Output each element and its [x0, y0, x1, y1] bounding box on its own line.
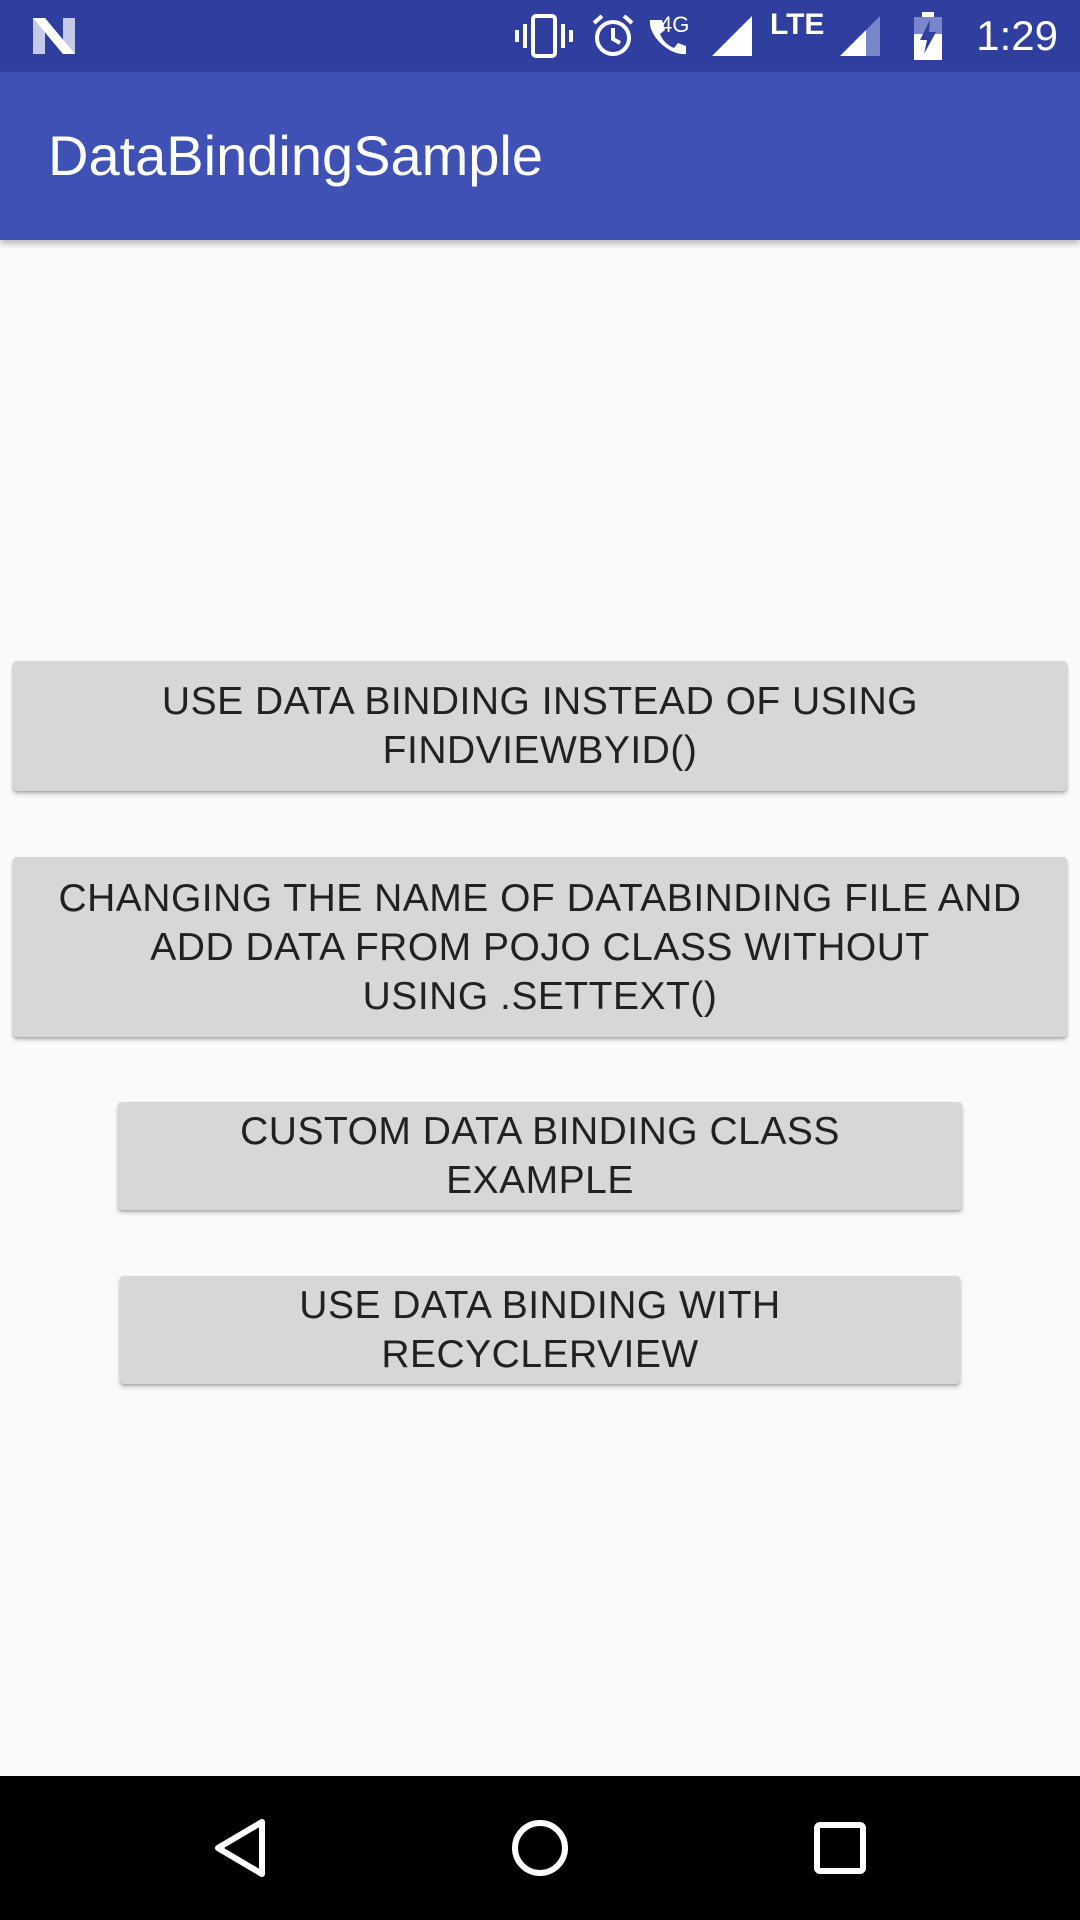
vibrate-icon	[514, 0, 574, 72]
status-bar	[0, 0, 1080, 72]
recyclerview-binding-button[interactable]: USE DATA BINDING WITH RECYCLERVIEW	[120, 1276, 960, 1384]
custom-binding-class-button[interactable]: CUSTOM DATA BINDING CLASS EXAMPLE	[118, 1102, 962, 1210]
call-network-label: 4G	[660, 12, 690, 37]
recents-icon[interactable]	[768, 1776, 912, 1920]
data-binding-findviewbyid-button[interactable]: USE DATA BINDING INSTEAD OF USING FINDVIEWBYID()	[13, 661, 1067, 791]
navigation-bar	[0, 1776, 1080, 1920]
alarm-icon	[588, 0, 638, 72]
home-icon[interactable]	[468, 1776, 612, 1920]
lte-label: LTE	[770, 8, 825, 41]
app-bar	[0, 72, 1080, 240]
app-title: DataBindingSample	[48, 124, 543, 187]
signal-lte-icon	[836, 0, 884, 72]
signal-icon	[708, 0, 756, 72]
status-time: 1:29	[976, 12, 1058, 59]
battery-charging-icon	[910, 0, 946, 72]
databinding-pojo-class-button[interactable]: CHANGING THE NAME OF DATABINDING FILE AND ADD DATA FROM POJO CLASS WITHOUT USING .SETTEXT()	[13, 857, 1067, 1037]
n-logo-icon	[28, 0, 80, 72]
back-icon[interactable]	[168, 1776, 312, 1920]
